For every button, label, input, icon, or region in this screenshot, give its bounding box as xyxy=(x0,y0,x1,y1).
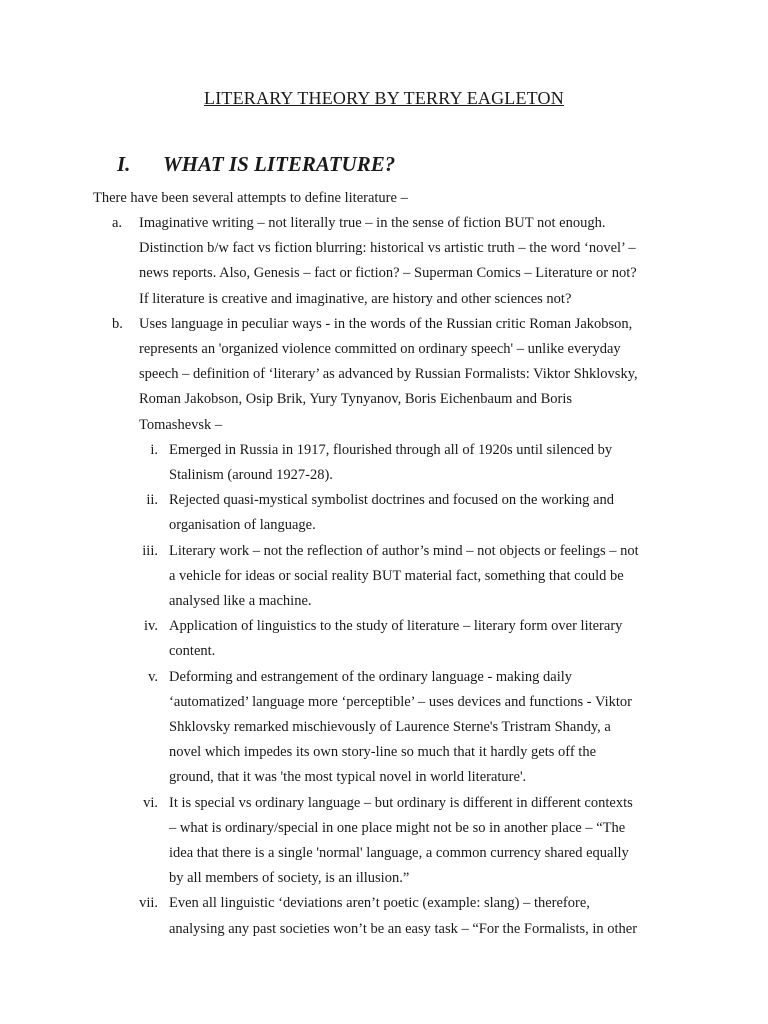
document-title: LITERARY THEORY BY TERRY EAGLETON xyxy=(204,88,564,108)
text-line: Emerged in Russia in 1917, flourished through all of 1920s until silenced by xyxy=(169,441,613,458)
sub-list-item xyxy=(146,488,674,538)
text-line: analysed like a machine. xyxy=(169,593,312,610)
text-line: Uses language in peculiar ways - in the words of the Russian critic Roman Jakobson, xyxy=(139,315,633,332)
sub-list-marker: ii. xyxy=(146,492,158,509)
sub-list-item xyxy=(150,438,674,488)
sub-list-marker: iii. xyxy=(142,542,158,559)
text-line: organisation of language. xyxy=(169,517,316,534)
list-item xyxy=(0,312,684,942)
sub-list-marker: vii. xyxy=(139,895,158,912)
sub-list-item xyxy=(139,891,674,941)
text-line: Literary work – not the reflection of author’s mind – not objects or feelings – not xyxy=(169,542,639,559)
text-line: It is special vs ordinary language – but ordinary is different in different contexts xyxy=(169,794,633,811)
text-line: Deforming and estrangement of the ordinary language - making daily xyxy=(169,668,573,685)
sub-list-item xyxy=(142,539,674,615)
sub-list-marker: i. xyxy=(150,441,158,458)
section-heading-text: WHAT IS LITERATURE? xyxy=(163,152,396,176)
text-line: Tomashevsk – xyxy=(139,416,223,433)
text-line: novel which impedes its own story-line so much that it hardly gets off the xyxy=(169,744,597,761)
text-line: Rejected quasi-mystical symbolist doctrines and focused on the working and xyxy=(169,492,614,509)
sub-list-marker: vi. xyxy=(143,794,158,811)
text-line: Application of linguistics to the study of literature – literary form over literary xyxy=(169,618,623,635)
text-line: by all members of society, is an illusion.” xyxy=(169,870,410,887)
text-line: Shklovsky remarked mischievously of Laurence Sterne's Tristram Shandy, a xyxy=(169,719,611,736)
text-line: represents an 'organized violence committed on ordinary speech' – unlike everyday xyxy=(139,341,621,358)
text-line: – what is ordinary/special in one place might not be so in another place – “The xyxy=(169,819,626,836)
text-line: If literature is creative and imaginative, are history and other sciences not? xyxy=(139,290,572,307)
text-line: speech – definition of ‘literary’ as advanced by Russian Formalists: Viktor Shklovsky, xyxy=(139,366,638,383)
text-line: Stalinism (around 1927-28). xyxy=(169,467,333,484)
text-line: Imaginative writing – not literally true – in the sense of fiction BUT not enough. xyxy=(139,215,606,231)
text-line: idea that there is a single 'normal' language, a common currency shared equally xyxy=(169,845,629,862)
sub-list-item xyxy=(148,665,674,791)
list-item xyxy=(0,211,684,312)
text-line: news reports. Also, Genesis – fact or fiction? – Superman Comics – Literature or not? xyxy=(139,265,637,282)
text-line: Distinction b/w fact vs fiction blurring: historical vs artistic truth – the word ‘novel’ – xyxy=(139,240,636,257)
section-heading xyxy=(117,152,395,177)
text-line: ‘automatized’ language more ‘perceptible’ – uses devices and functions - Viktor xyxy=(169,693,632,710)
text-line: ground, that it was 'the most typical novel in world literature'. xyxy=(169,769,527,786)
text-line: Roman Jakobson, Osip Brik, Yury Tynyanov, Boris Eichenbaum and Boris xyxy=(139,391,573,408)
alpha-list xyxy=(0,211,768,942)
sub-list-item xyxy=(144,614,674,664)
text-line: content. xyxy=(169,643,216,660)
section-number: I. xyxy=(117,152,131,176)
list-marker: a. xyxy=(112,215,123,231)
sub-list-marker: iv. xyxy=(144,618,158,635)
list-marker: b. xyxy=(112,315,123,332)
sub-list-marker: v. xyxy=(148,668,158,685)
roman-list xyxy=(139,438,684,942)
sub-list-item xyxy=(143,791,674,892)
text-line: a vehicle for ideas or social reality BUT material fact, something that could be xyxy=(169,567,624,584)
text-line: Even all linguistic ‘deviations aren’t poetic (example: slang) – therefore, xyxy=(169,895,590,912)
intro-paragraph: There have been several attempts to define literature – xyxy=(93,190,408,206)
text-line: analysing any past societies won’t be an easy task – “For the Formalists, in other xyxy=(169,920,638,937)
